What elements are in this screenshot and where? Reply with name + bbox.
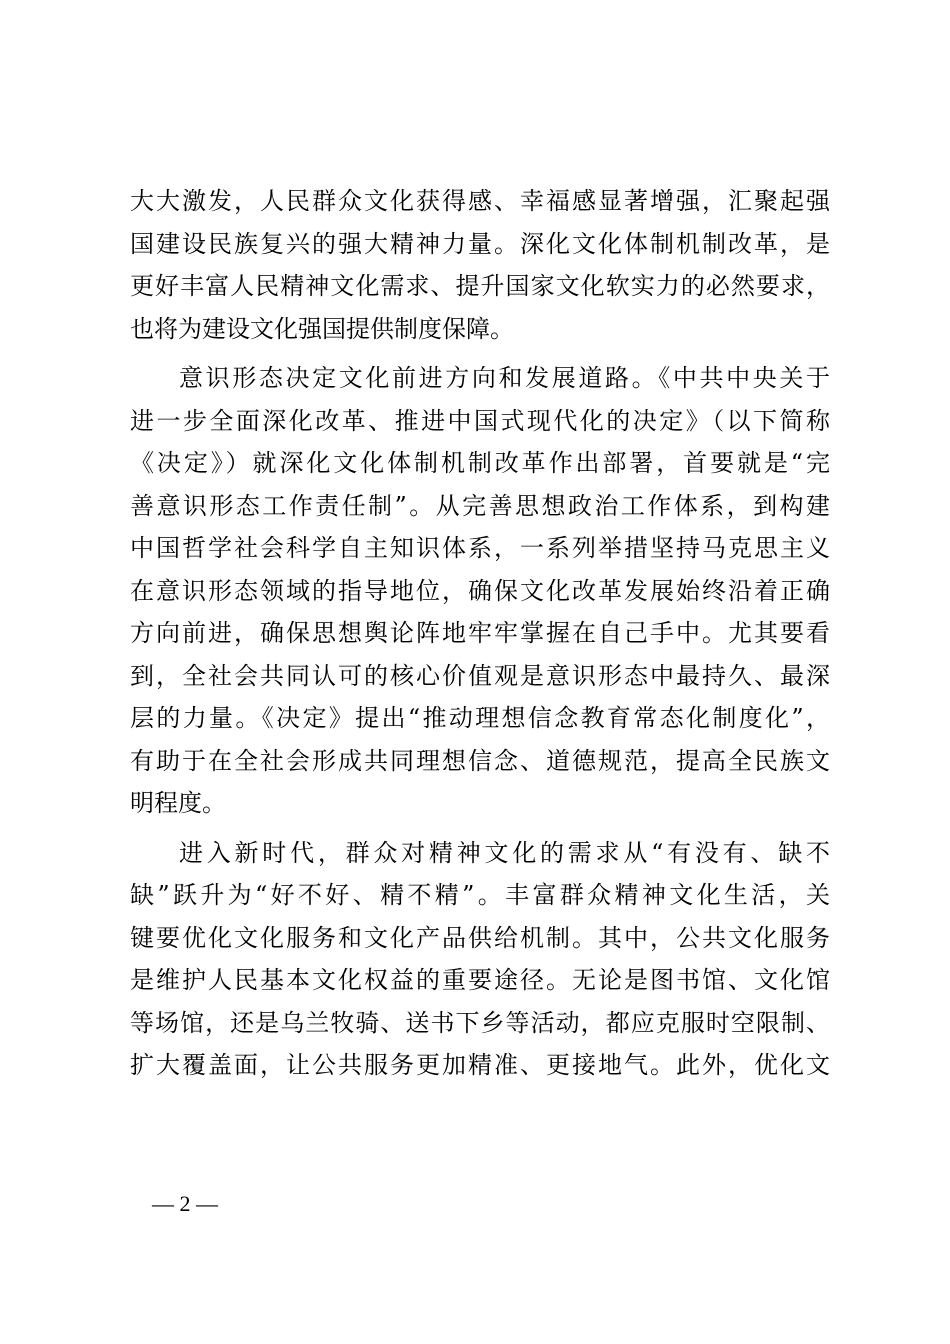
text-line: 国建设民族复兴的强大精神力量。深化文化体制机制改革，是	[130, 229, 830, 258]
text-line: 等场馆，还是乌兰牧骑、送书下乡等活动，都应克服时空限制、	[130, 1008, 830, 1037]
text-line: 有助于在全社会形成共同理想信念、道德规范，提高全民族文	[130, 746, 830, 775]
text-line: 也将为建设文化强国提供制度保障。	[130, 314, 514, 343]
page-number: — 2 —	[152, 1191, 218, 1216]
text-line: 方向前进，确保思想舆论阵地牢牢掌握在自己手中。尤其要看	[130, 619, 830, 647]
text-line: 《决定》）就深化文化体制机制改革作出部署，首要就是“完	[130, 449, 830, 477]
text-line: 进入新时代，群众对精神文化的需求从“有没有、缺不	[179, 838, 830, 867]
text-line: 大大激发，人民群众文化获得感、幸福感显著增强，汇聚起强	[130, 187, 830, 215]
text-line: 意识形态决定文化前进方向和发展道路。《中共中央关于	[179, 364, 830, 392]
text-line: 是维护人民基本文化权益的重要途径。无论是图书馆、文化馆	[130, 966, 830, 994]
text-line: 到，全社会共同认可的核心价值观是意识形态中最持久、最深	[130, 661, 830, 690]
text-line: 中国哲学社会科学自主知识体系，一系列举措坚持马克思主义	[130, 534, 830, 562]
paragraph-2	[130, 357, 830, 825]
document-body	[130, 180, 830, 1087]
text-line: 善意识形态工作责任制”。从完善思想政治工作体系，到构建	[130, 491, 830, 520]
paragraph-3	[130, 832, 830, 1087]
paragraph-1	[130, 180, 830, 350]
text-line: 明程度。	[130, 789, 226, 817]
text-line: 键要优化文化服务和文化产品供给机制。其中，公共文化服务	[130, 923, 830, 952]
text-line: 更好丰富人民精神文化需求、提升国家文化软实力的必然要求，	[130, 272, 830, 300]
text-line: 进一步全面深化改革、推进中国式现代化的决定》（以下简称	[130, 406, 830, 435]
text-line: 在意识形态领域的指导地位，确保文化改革发展始终沿着正确	[130, 576, 830, 605]
text-line: 层的力量。《决定》提出“推动理想信念教育常态化制度化”，	[130, 704, 830, 732]
text-line: 扩大覆盖面，让公共服务更加精准、更接地气。此外，优化文	[130, 1051, 830, 1079]
text-line: 缺”跃升为“好不好、精不精”。丰富群众精神文化生活，关	[130, 881, 830, 909]
